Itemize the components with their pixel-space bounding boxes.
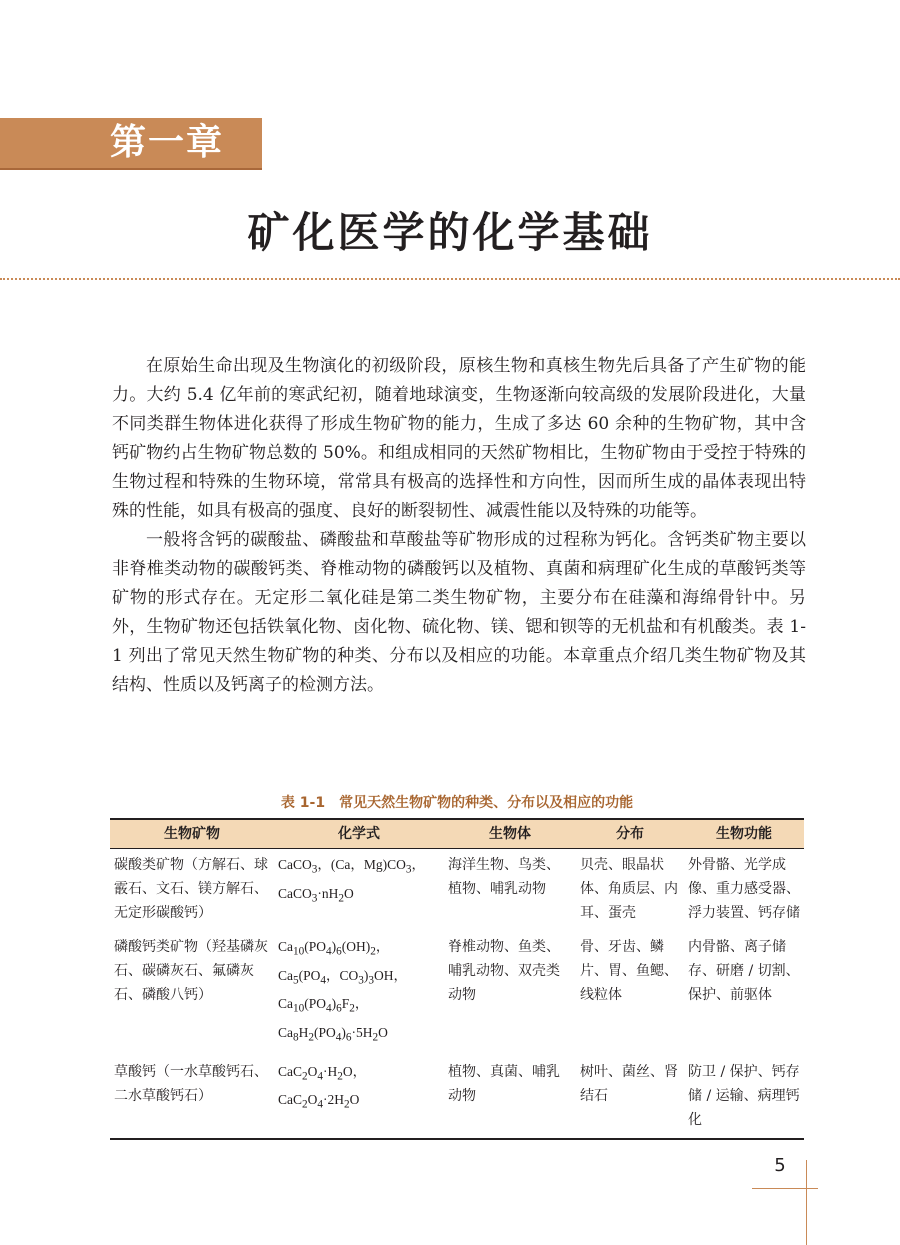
- cell-distribution: 贝壳、眼晶状体、角质层、内耳、蛋壳: [580, 857, 678, 921]
- table-row: [110, 1056, 804, 1139]
- cell-organism: 脊椎动物、鱼类、哺乳动物、双壳类动物: [448, 939, 560, 1003]
- chapter-title: 矿化医学的化学基础: [247, 208, 653, 257]
- cell-function: 防卫 / 保护、钙存储 / 运输、病理钙化: [684, 1056, 804, 1139]
- header-mineral: 生物矿物: [110, 819, 274, 849]
- table-row: [110, 931, 804, 1056]
- cell-function: 外骨骼、光学成像、重力感受器、浮力装置、钙存储: [688, 857, 800, 921]
- page-number: 5: [774, 1155, 786, 1176]
- minerals-table: [110, 818, 804, 1140]
- cell-mineral: 草酸钙（一水草酸钙石、二水草酸钙石）: [110, 1056, 274, 1139]
- header-organism: 生物体: [444, 819, 576, 849]
- paragraph: 一般将含钙的碳酸盐、磷酸盐和草酸盐等矿物形成的过程称为钙化。含钙类矿物主要以非脊椎类动物的碳酸钙类、脊椎动物的磷酸钙以及植物、真菌和病理矿化生成的草酸钙类等矿物的形式存在。无定形二氧化硅是第二类生物矿物，主要分布在硅藻和海绵骨针中。另外，生物矿物还包括铁氧化物、卤化物、硫化物、镁、锶和钡等的无机盐和有机酸类。表 1-1 列出了常见天然生物矿物的种类、分布以及相应的功能。本章重点介绍几类生物矿物及其结构、性质以及钙离子的检测方法。: [112, 530, 806, 695]
- cell-mineral: 碳酸类矿物（方解石、球霰石、文石、镁方解石、无定形碳酸钙）: [114, 857, 268, 921]
- cell-distribution: 树叶、菌丝、肾结石: [576, 1056, 684, 1139]
- cell-formula: $Ca_{10}(PO_4)_6(OH)_2$， $Ca_5(PO_4$，$CO_3)_3OH$， $Ca_{10}(PO_4)_6F_2$， $Ca_8H_2(PO_4)_6\cdot 5H_2O$: [278, 939, 408, 1044]
- cell-distribution: 骨、牙齿、鳞片、胃、鱼鳃、线粒体: [580, 939, 678, 1003]
- cell-formula: $CaC_2O_4\cdot H_2O$， $CaC_2O_4\cdot 2H_2O$: [274, 1056, 444, 1139]
- title-divider: [0, 278, 900, 280]
- table-row: [110, 849, 804, 932]
- cell-function: 内骨骼、离子储存、研磨 / 切割、保护、前驱体: [688, 939, 800, 1003]
- header-distribution: 分布: [576, 819, 684, 849]
- paragraph: 在原始生命出现及生物演化的初级阶段，原核生物和真核生物先后具备了产生矿物的能力。大约 5.4 亿年前的寒武纪初，随着地球演变，生物逐渐向较高级的发展阶段进化，大量不同类群生物体进化获得了形成生物矿物的能力，生成了多达 60 余种的生物矿物，其中含钙矿物约占生物矿物总数的 50%。和组成相同的天然矿物相比，生物矿物由于受控于特殊的生物过程和特殊的生物环境，常常具有极高的选择性和方向性，因而所生成的晶体表现出特殊的性能，如具有极高的强度、良好的断裂韧性、减震性能以及特殊的功能等。: [112, 356, 806, 521]
- cell-formula: CaCO$_3$，(Ca，$Mg)CO_3$， $CaCO_3\cdot nH_2O$: [278, 857, 425, 905]
- table-header-row: [110, 819, 804, 849]
- chapter-label: 第一章: [110, 122, 225, 163]
- cell-mineral: 磷酸钙类矿物（羟基磷灰石、碳磷灰石、氟磷灰石、磷酸八钙）: [114, 939, 268, 1003]
- page-corner-rule-horizontal: [752, 1188, 818, 1189]
- cell-organism: 海洋生物、鸟类、植物、哺乳动物: [448, 857, 560, 897]
- cell-organism: 植物、真菌、哺乳动物: [444, 1056, 576, 1139]
- body-text: [112, 352, 806, 700]
- header-function: 生物功能: [684, 819, 804, 849]
- page-corner-rule-vertical: [806, 1160, 807, 1245]
- table-caption: 表 1-1 常见天然生物矿物的种类、分布以及相应的功能: [280, 795, 634, 811]
- header-formula: 化学式: [274, 819, 444, 849]
